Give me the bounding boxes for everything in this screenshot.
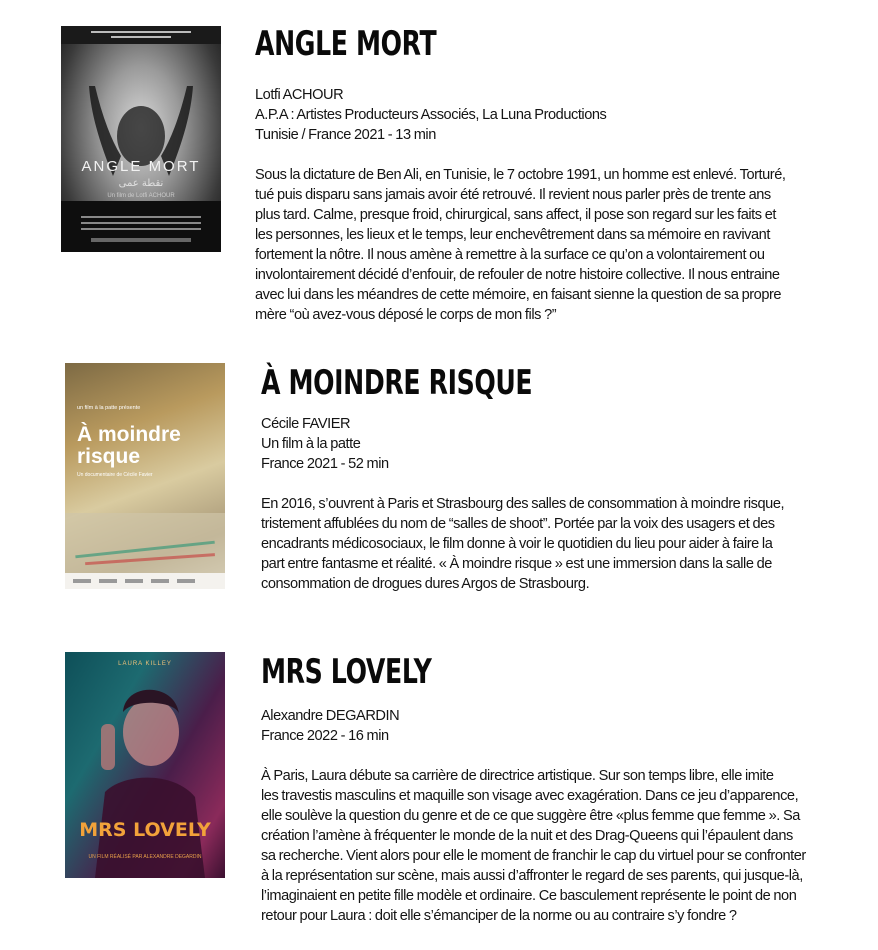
synopsis-line: En 2016, s’ouvrent à Paris et Strasbourg des salles de consommation à moindre risque,	[261, 496, 785, 512]
poster-angle-mort-title: ANGLE MORT	[81, 158, 201, 175]
poster-mrs-lovely-title: MRS LOVELY	[79, 819, 211, 841]
film-country-year-duration: France 2021 - 52 min	[261, 456, 389, 472]
film-synopsis	[261, 766, 806, 926]
film-production: A.P.A : Artistes Producteurs Associés, La Luna Productions	[255, 107, 607, 123]
poster-a-moindre-risque-top-text: un film à la patte présente	[77, 405, 141, 411]
film-title: MRS LOVELY	[261, 652, 432, 692]
synopsis-line: part entre fantasme et réalité. « À moindre risque » est une immersion dans la salle de	[261, 556, 772, 572]
synopsis-line: tué puis disparu sans jamais avoir été retrouvé. Il revient nous parler près de trente ans	[255, 187, 771, 203]
film-title: À MOINDRE RISQUE	[261, 363, 533, 403]
synopsis-line: À Paris, Laura débute sa carrière de directrice artistique. Sur son temps libre, elle imite	[261, 768, 774, 784]
poster-mrs-lovely-actor: LAURA KILLEY	[118, 661, 172, 667]
synopsis-line: les personnes, les lieux et le temps, leur enchevêtrement dans sa mémoire en ravivant	[255, 227, 770, 243]
film-country-year-duration: Tunisie / France 2021 - 13 min	[255, 127, 436, 143]
poster-mrs-lovely-art	[65, 652, 225, 878]
synopsis-line: plus tard. Calme, presque froid, chirurgical, sans affect, il pose son regard sur les faits et	[255, 207, 776, 223]
poster-a-moindre-risque-credits: Un documentaire de Cécile Favier	[77, 472, 153, 478]
poster-angle-mort-subtitle: Un film de Lotfi ACHOUR	[107, 193, 175, 199]
poster-mrs-lovely	[65, 652, 225, 878]
film-title: ANGLE MORT	[255, 24, 437, 64]
film-director: Alexandre DEGARDIN	[261, 708, 400, 724]
synopsis-line: avec lui dans les méandres de cette mémoire, en faisant sienne la question de sa propre	[255, 287, 782, 303]
synopsis-line: création l’amène à fréquenter le monde de la nuit et des Drag-Queens qui l’épaulent dans	[261, 828, 793, 844]
synopsis-line: sa recherche. Vient alors pour elle le moment de franchir le cap du virtuel pour se confronter	[261, 848, 806, 864]
synopsis-line: Sous la dictature de Ben Ali, en Tunisie, le 7 octobre 1991, un homme est enlevé. Torturé,	[255, 167, 786, 183]
poster-angle-mort-arabic: نقطة عمى	[118, 178, 164, 189]
film-director: Lotfi ACHOUR	[255, 87, 344, 103]
synopsis-line: retour pour Laura : doit elle s’émanciper de la norme ou au contraire s’y fondre ?	[261, 908, 737, 924]
synopsis-line: consommation de drogues dures Argos de Strasbourg.	[261, 576, 590, 592]
synopsis-line: l’imaginaient en petite fille modèle et ordinaire. Ce basculement représente le point de non	[261, 888, 797, 904]
synopsis-line: tristement affublées du nom de “salles de shoot”. Portée par la voix des usagers et des	[261, 516, 775, 532]
synopsis-line: les travestis masculins et maquille son visage avec exagération. Dans ce jeu d’apparence,	[261, 788, 799, 804]
synopsis-line: à la représentation sur scène, mais aussi d’affronter le regard de ses parents, qui jusque-là,	[261, 868, 803, 884]
film-country-year-duration: France 2022 - 16 min	[261, 728, 389, 744]
synopsis-line: encadrants médicosociaux, le film donne à voir le quotidien du lieu pour aider à faire la	[261, 536, 773, 552]
synopsis-line: elle soulève la question du genre et de ce que suggère être «plus femme que femme ». Sa	[261, 808, 800, 824]
synopsis-line: mère “où avez-vous déposé le corps de mon fils ?”	[255, 307, 557, 323]
film-credits	[261, 706, 399, 746]
synopsis-line: fortement la nôtre. Il nous amène à remettre à la surface ce qu’on a volontairement ou	[255, 247, 765, 263]
film-production: Un film à la patte	[261, 436, 361, 452]
poster-mrs-lovely-credit: UN FILM RÉALISÉ PAR ALEXANDRE DEGARDIN	[88, 854, 202, 860]
poster-a-moindre-risque-title-line1: À moindre	[77, 423, 181, 446]
film-director: Cécile FAVIER	[261, 416, 351, 432]
poster-a-moindre-risque-title-line2: risque	[77, 445, 141, 468]
synopsis-line: involontairement décidé d’enfouir, de refouler de notre histoire collective. Il nous entraine	[255, 267, 780, 283]
